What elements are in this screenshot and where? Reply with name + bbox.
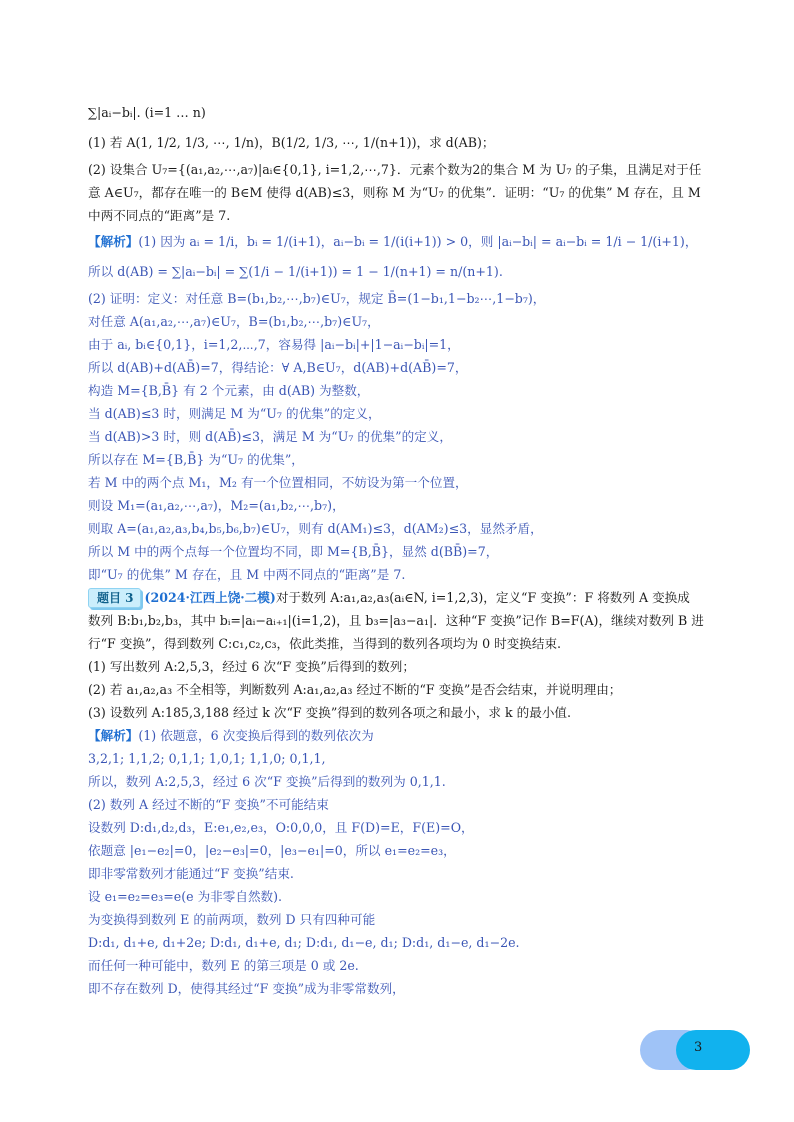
question-line [88, 632, 728, 655]
question-line [88, 128, 728, 158]
page-number: 3 [694, 1040, 703, 1055]
line-text: 则设 M₁=(a₁,a₂,⋯,a₇)，M₂=(a₁,b₂,⋯,b₇)， [88, 498, 345, 513]
solution-line [88, 862, 728, 885]
line-text: 所以，数列 A:2,5,3，经过 6 次“F 变换”后得到的数列为 0,1,1. [88, 774, 446, 789]
solution-line [88, 425, 728, 448]
line-text: 设数列 D:d₁,d₂,d₃，E:e₁,e₂,e₃，O:0,0,0，且 F(D)=E，F(E)=O， [88, 820, 474, 835]
line-text: 为变换得到数列 E 的前两项，数列 D 只有四种可能 [88, 912, 376, 927]
line-text: 3,2,1; 1,1,2; 0,1,1; 1,0,1; 1,1,0; 0,1,1, [88, 751, 326, 766]
line-text: 所以 d(AB) = ∑|aᵢ−bᵢ| = ∑(1/i − 1/(i+1)) = 1 − 1/(n+1) = n/(n+1). [88, 264, 503, 279]
solution-line [88, 747, 728, 770]
question-line [88, 701, 728, 724]
solution-line [88, 816, 728, 839]
question-line [88, 158, 728, 181]
line-text: 由于 aᵢ, bᵢ∈{0,1}，i=1,2,⋯,7，容易得 |aᵢ−bᵢ|+|1−aᵢ−bᵢ|=1， [88, 337, 460, 352]
line-text: 当 d(AB)≤3 时，则满足 M 为“U₇ 的优集”的定义， [88, 406, 381, 421]
line-text: (1) 因为 aᵢ = 1/i，bᵢ = 1/(i+1)，aᵢ−bᵢ = 1/(i(i+1)) > 0，则 |aᵢ−bᵢ| = aᵢ−bᵢ = 1/i − 1/(i+1)， [138, 234, 698, 249]
line-text: (3) 设数列 A:185,3,188 经过 k 次“F 变换”得到的数列各项之和最小，求 k 的最小值. [88, 705, 572, 720]
solution-line [88, 724, 728, 747]
question-line [88, 586, 728, 609]
line-text: (2) 证明：定义：对任意 B=(b₁,b₂,⋯,b₇)∈U₇，规定 B̄=(1−b₁,1−b₂⋯,1−b₇)， [88, 291, 546, 306]
solution-line [88, 517, 728, 540]
document-body [88, 98, 728, 1000]
solution-line [88, 356, 728, 379]
solution-line [88, 839, 728, 862]
line-text: 对于数列 A:a₁,a₂,a₃(aᵢ∈N, i=1,2,3)，定义“F 变换”：F 将数列 A 变换成 [275, 590, 690, 605]
line-text: (2) 设集合 U₇={(a₁,a₂,⋯,a₇)|aᵢ∈{0,1}, i=1,2,⋯,7}．元素个数为2的集合 M 为 U₇ 的子集，且满足对于任 [88, 162, 702, 177]
line-text: 所以存在 M={B,B̄} 为“U₇ 的优集”， [88, 452, 304, 467]
line-text: 而任何一种可能中，数列 E 的第三项是 0 或 2e. [88, 958, 359, 973]
problem-source: (2024·江西上饶·二模) [144, 590, 276, 605]
line-text: 依题意 |e₁−e₂|=0，|e₂−e₃|=0，|e₃−e₁|=0，所以 e₁=e₂=e₃， [88, 843, 456, 858]
line-text: 对任意 A(a₁,a₂,⋯,a₇)∈U₇，B=(b₁,b₂,⋯,b₇)∈U₇， [88, 314, 380, 329]
solution-line [88, 310, 728, 333]
line-text: (1) 依题意，6 次变换后得到的数列依次为 [138, 728, 374, 743]
question-line [88, 678, 728, 701]
solution-line [88, 471, 728, 494]
solution-tag: 【解析】 [88, 234, 139, 249]
question-line [88, 98, 728, 128]
line-text: (1) 若 A(1, 1/2, 1/3, ⋯, 1/n)，B(1/2, 1/3, ⋯, 1/(n+1))，求 d(AB)； [88, 135, 495, 150]
line-text: 即不存在数列 D，使得其经过“F 变换”成为非零常数列， [88, 981, 405, 996]
solution-line [88, 885, 728, 908]
page-number-pill-right [676, 1030, 750, 1070]
solution-line [88, 379, 728, 402]
line-text: 数列 B:b₁,b₂,b₃，其中 bᵢ=|aᵢ−aᵢ₊₁|(i=1,2)，且 b₃=|a₃−a₁|．这种“F 变换”记作 B=F(A)，继续对数列 B 进 [88, 613, 704, 628]
line-text: (2) 若 a₁,a₂,a₃ 不全相等，判断数列 A:a₁,a₂,a₃ 经过不断的“F 变换”是否会结束，并说明理由； [88, 682, 622, 697]
line-text: 所以 d(AB)+d(AB̄)=7，得结论：∀ A,B∈U₇，d(AB)+d(AB̄)=7， [88, 360, 468, 375]
line-text: 即“U₇ 的优集” M 存在，且 M 中两不同点的“距离”是 7. [88, 567, 406, 582]
line-text: (1) 写出数列 A:2,5,3，经过 6 次“F 变换”后得到的数列； [88, 659, 415, 674]
solution-line [88, 227, 728, 257]
question-line [88, 609, 728, 632]
line-text: 构造 M={B,B̄} 有 2 个元素，由 d(AB) 为整数， [88, 383, 370, 398]
solution-line [88, 287, 728, 310]
line-text: D:d₁, d₁+e, d₁+2e; D:d₁, d₁+e, d₁; D:d₁, d₁−e, d₁; D:d₁, d₁−e, d₁−2e. [88, 935, 520, 950]
line-text: 设 e₁=e₂=e₃=e(e 为非零自然数). [88, 889, 283, 904]
solution-line [88, 494, 728, 517]
line-text: 行“F 变换”，得到数列 C:c₁,c₂,c₃，依此类推，当得到的数列各项均为 0 时变换结束. [88, 636, 562, 651]
problem-badge: 题目 3 [88, 588, 141, 608]
line-text: (2) 数列 A 经过不断的“F 变换”不可能结束 [88, 797, 329, 812]
line-text: 当 d(AB)>3 时，则 d(AB̄)≤3，满足 M 为“U₇ 的优集”的定义， [88, 429, 452, 444]
solution-line [88, 448, 728, 471]
line-text: ∑|aᵢ−bᵢ|. (i=1 … n) [88, 105, 206, 120]
line-text: 意 A∈U₇，都存在唯一的 B∈M 使得 d(AB)≤3，则称 M 为“U₇ 的优集”．证明：“U₇ 的优集” M 存在，且 M [88, 185, 701, 200]
solution-line [88, 333, 728, 356]
question-line [88, 204, 728, 227]
solution-line [88, 563, 728, 586]
question-line [88, 181, 728, 204]
solution-line [88, 931, 728, 954]
line-text: 若 M 中的两个点 M₁，M₂ 有一个位置相同，不妨设为第一个位置， [88, 475, 468, 490]
solution-tag: 【解析】 [88, 728, 139, 743]
question-line [88, 655, 728, 678]
line-text: 所以 M 中的两个点每一个位置均不同，即 M={B,B̄}，显然 d(BB̄)=7， [88, 544, 499, 559]
line-text: 则取 A=(a₁,a₂,a₃,b₄,b₅,b₆,b₇)∈U₇，则有 d(AM₁)≤3，d(AM₂)≤3，显然矛盾， [88, 521, 543, 536]
line-text: 即非零常数列才能通过“F 变换”结束. [88, 866, 294, 881]
line-text: 中两不同点的“距离”是 7. [88, 208, 231, 223]
solution-line [88, 540, 728, 563]
solution-line [88, 977, 728, 1000]
solution-line [88, 770, 728, 793]
solution-line [88, 402, 728, 425]
solution-line [88, 793, 728, 816]
solution-line [88, 954, 728, 977]
solution-line [88, 257, 728, 287]
solution-line [88, 908, 728, 931]
